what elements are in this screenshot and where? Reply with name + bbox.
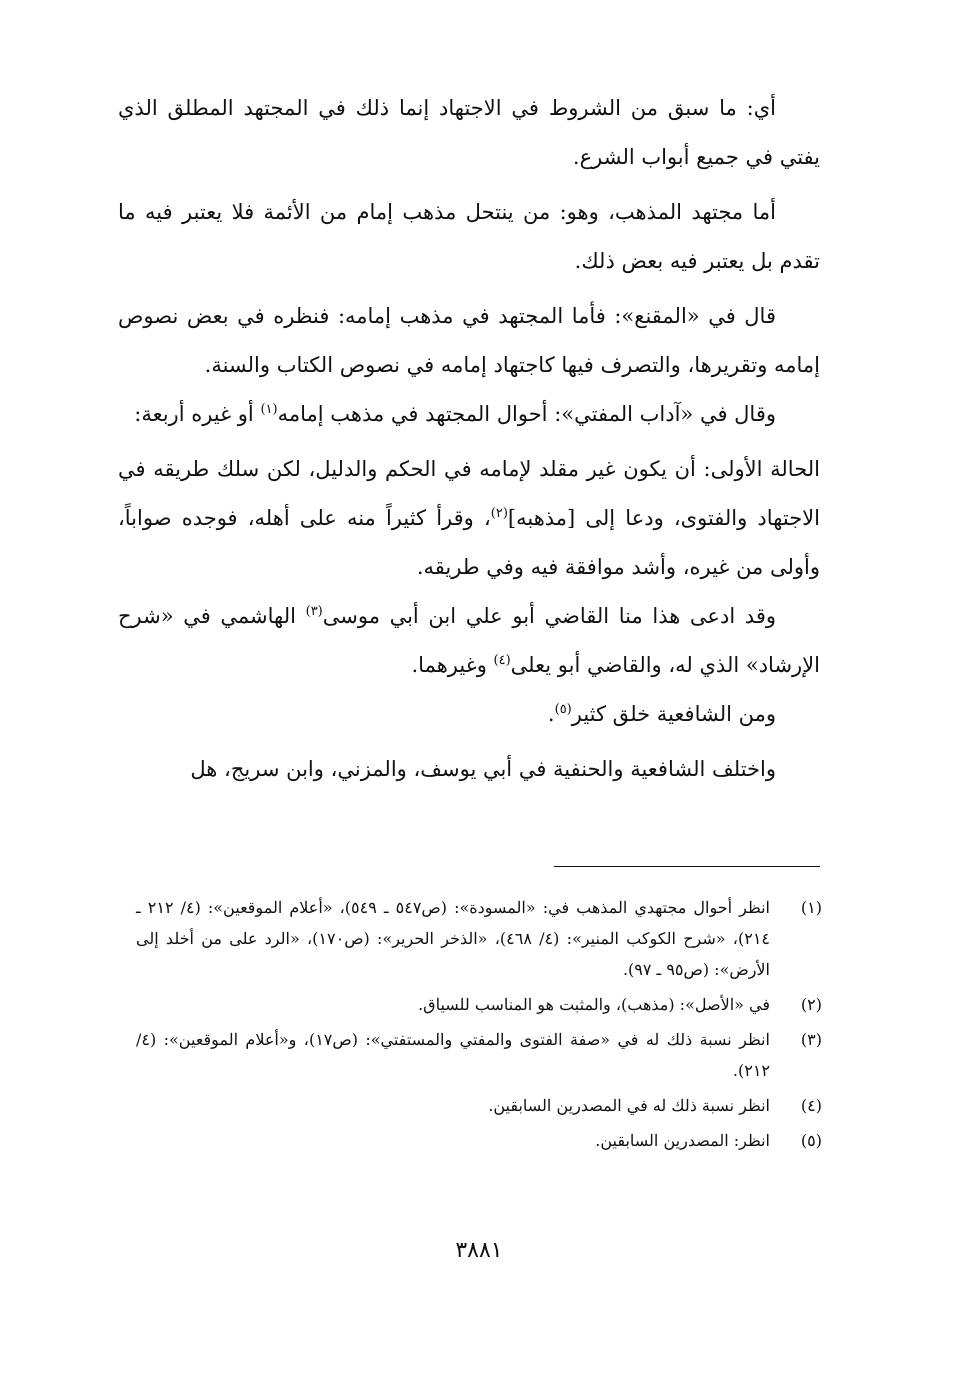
footnote-2 (136, 989, 822, 1020)
footnote-ref-3: (٣) (305, 604, 323, 619)
footnote-text: انظر نسبة ذلك له في المصدرين السابقين. (488, 1096, 770, 1115)
paragraph-1: أي: ما سبق من الشروط في الاجتهاد إنما ذلك في المجتهد المطلق الذي يفتي في جميع أبواب الشرع. (118, 96, 820, 169)
footnote-ref-4: (٤) (493, 653, 511, 668)
paragraph-6-text-a: وقد ادعى هذا منا القاضي أبو علي ابن أبي موسى (322, 604, 776, 628)
paragraph-2: أما مجتهد المذهب، وهو: من ينتحل مذهب إمام من الأئمة فلا يعتبر فيه ما تقدم بل يعتبر فيه بعض ذلك. (118, 200, 820, 273)
footnote-number: (٤) (800, 1096, 822, 1115)
footnote-ref-2: (٢) (490, 506, 508, 521)
footnote-text: انظر: المصدرين السابقين. (595, 1131, 770, 1150)
footnote-3 (136, 1024, 822, 1086)
footnote-text: في «الأصل»: (مذهب)، والمثبت هو المناسب للسياق. (418, 995, 770, 1014)
paragraph-5 (118, 445, 820, 592)
paragraph-5-text-a: الحالة الأولى: أن يكون غير مقلد لإمامه في الحكم والدليل، لكن سلك طريقه في الاجتهاد والفتوى، ودعا إلى [مذهبه] (118, 457, 820, 530)
main-text (118, 84, 820, 794)
footnote-text: انظر نسبة ذلك له في «صفة الفتوى والمفتي والمستفتي»: (ص١٧)، و«أعلام الموقعين»: (٤/ ٢١٢). (136, 1030, 770, 1080)
footnote-4 (136, 1090, 822, 1121)
footnote-number: (٢) (800, 995, 822, 1014)
paragraph-7-text-a: ومن الشافعية خلق كثير (571, 702, 776, 726)
page-body (118, 84, 820, 794)
paragraph-4 (118, 390, 820, 439)
footnote-text: انظر أحوال مجتهدي المذهب في: «المسودة»: (ص٥٤٧ ـ ٥٤٩)، «أعلام الموقعين»: (٤/ ٢١٢ ـ ٢١٤)، «شرح الكوكب المنير»: (٤/ ٤٦٨)، «الذخر الحرير»: (ص١٧٠)، «الرد على من أخلد إلى الأرض»: (ص٩٥ ـ ٩٧). (136, 898, 770, 979)
paragraph-4-text-a: وقال في «آداب المفتي»: أحوال المجتهد في مذهب إمامه (277, 402, 776, 426)
footnote-1 (136, 892, 822, 985)
footnote-number: (١) (800, 898, 822, 917)
footnote-ref-1: (١) (260, 402, 278, 417)
footnote-5 (136, 1125, 822, 1156)
footnote-ref-5: (٥) (554, 702, 572, 717)
paragraph-6-text-b: الهاشمي في «شرح الإرشاد» الذي له، والقاضي أبو يعلى (118, 604, 820, 677)
paragraph-7-text-b: . (547, 702, 555, 726)
footnote-separator (554, 866, 820, 867)
paragraph-6 (118, 592, 820, 690)
paragraph-7 (118, 690, 820, 739)
footnote-number: (٣) (800, 1030, 822, 1049)
paragraph-3: قال في «المقنع»: فأما المجتهد في مذهب إمامه: فنظره في بعض نصوص إمامه وتقريرها، والتصرف فيها كاجتهاد إمامه في نصوص الكتاب والسنة. (118, 304, 820, 377)
page-number: ٣٨٨١ (455, 1238, 503, 1263)
footnotes (136, 892, 822, 1160)
paragraph-8: واختلف الشافعية والحنفية في أبي يوسف، والمزني، وابن سريج، هل (190, 757, 776, 781)
paragraph-6-text-c: وغيرهما. (411, 653, 494, 677)
footnote-number: (٥) (800, 1131, 822, 1150)
paragraph-5-text-b: ، وقرأ كثيراً منه على أهله، فوجده صواباً، وأولى من غيره، وأشد موافقة فيه وفي طريقه. (118, 506, 820, 579)
paragraph-4-text-b: أو غيره أربعة: (134, 402, 261, 426)
